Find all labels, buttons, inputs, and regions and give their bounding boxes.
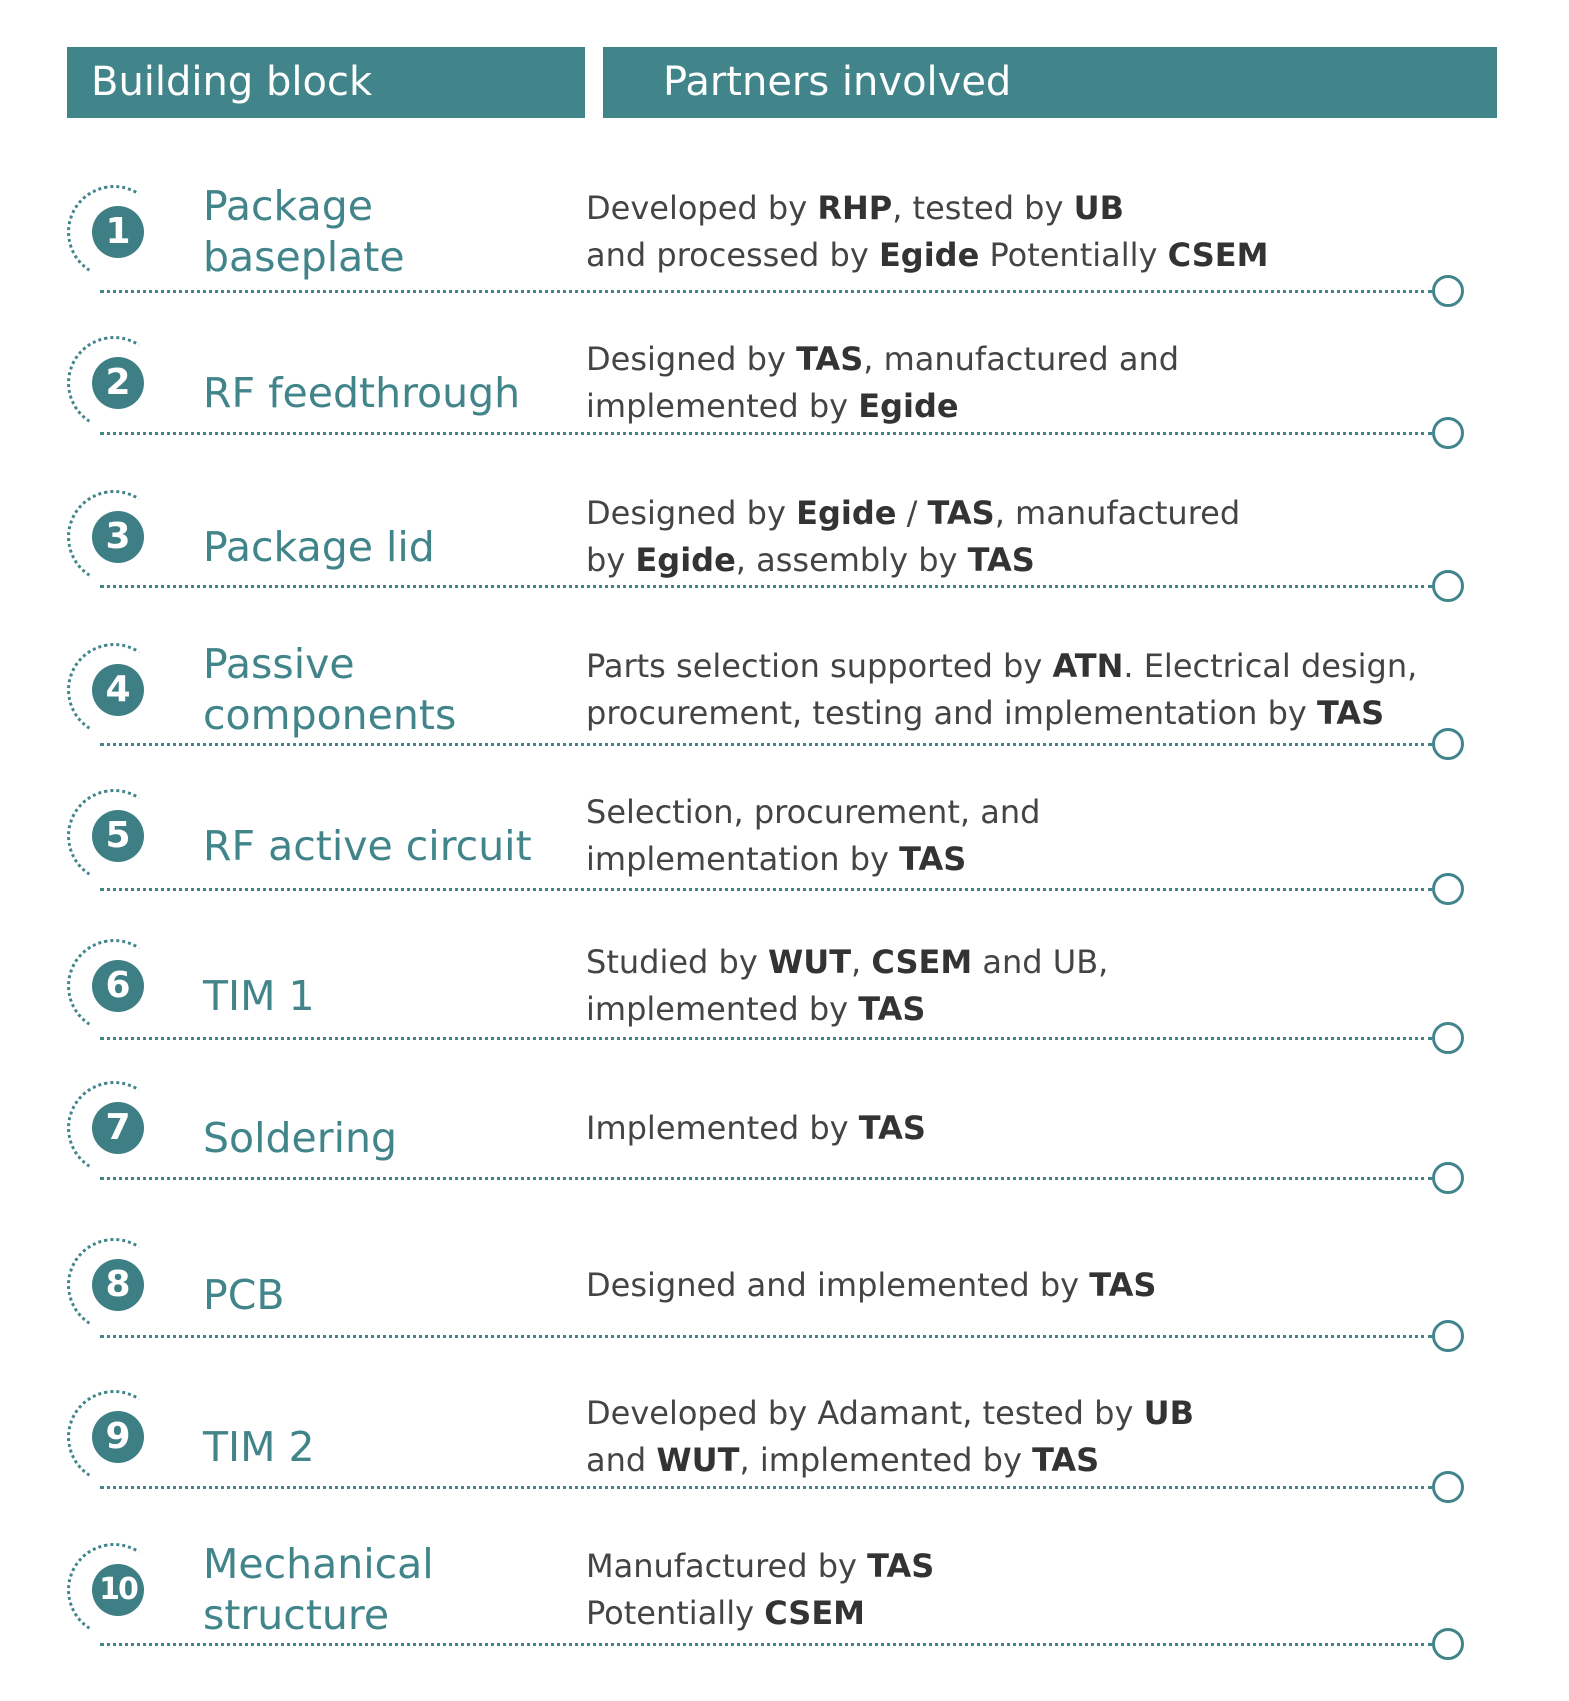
partners-text: , manufactured xyxy=(994,494,1241,532)
partners-text: Parts selection supported by xyxy=(586,647,1053,685)
partners-line xyxy=(586,789,1486,836)
row-separator xyxy=(100,1335,1432,1338)
partner-name: UB xyxy=(1143,1394,1194,1432)
building-block-name: Soldering xyxy=(203,1114,398,1162)
step-number-badge: 5 xyxy=(92,810,144,862)
partners-text: and xyxy=(586,1441,657,1479)
building-block-name: Package baseplate xyxy=(203,182,405,281)
partners-text: by xyxy=(586,541,636,579)
partners-line xyxy=(586,1390,1486,1437)
partners-description xyxy=(586,1543,1486,1637)
partner-name: TAS xyxy=(858,1109,926,1147)
step-number-badge: 6 xyxy=(92,960,144,1012)
partners-line xyxy=(586,1590,1486,1637)
step-number-badge: 3 xyxy=(92,511,144,563)
partners-text: Designed by xyxy=(586,340,797,378)
row-separator xyxy=(100,1643,1432,1646)
row-end-circle-icon xyxy=(1432,728,1464,760)
partners-line xyxy=(586,1105,1486,1152)
building-block-name: RF active circuit xyxy=(203,822,532,870)
step-number-badge: 9 xyxy=(92,1411,144,1463)
step-number-badge: 4 xyxy=(92,664,144,716)
partner-name: TAS xyxy=(899,840,967,878)
partners-line xyxy=(586,1543,1486,1590)
partner-name: TAS xyxy=(867,1547,935,1585)
partners-text: . Electrical design, xyxy=(1123,647,1418,685)
building-block-name: TIM 2 xyxy=(203,1423,315,1471)
partners-text: implementation by xyxy=(586,840,900,878)
partners-description xyxy=(586,185,1486,279)
partners-line xyxy=(586,643,1486,690)
partners-text: implemented by xyxy=(586,990,859,1028)
row-end-circle-icon xyxy=(1432,1471,1464,1503)
partners-line xyxy=(586,490,1486,537)
row-separator xyxy=(100,743,1432,746)
building-block-name: Package lid xyxy=(203,523,435,571)
row-separator xyxy=(100,290,1432,293)
partners-text: Studied by xyxy=(586,943,768,981)
step-number-badge: 10 xyxy=(92,1564,144,1616)
row-end-circle-icon xyxy=(1432,1628,1464,1660)
partner-name: CSEM xyxy=(871,943,973,981)
partner-name: TAS xyxy=(1032,1441,1100,1479)
partners-text: Implemented by xyxy=(586,1109,859,1147)
partners-text: Manufactured by xyxy=(586,1547,868,1585)
partner-name: TAS xyxy=(858,990,926,1028)
partners-line xyxy=(586,986,1486,1033)
partners-description xyxy=(586,490,1486,584)
partner-name: TAS xyxy=(1089,1266,1157,1304)
partners-text: Developed by Adamant, tested by xyxy=(586,1394,1144,1432)
header-partners-involved: Partners involved xyxy=(603,47,1497,118)
partner-name: TAS xyxy=(1317,694,1385,732)
row-end-circle-icon xyxy=(1432,1162,1464,1194)
partners-text: procurement, testing and implementation by xyxy=(586,694,1318,732)
partners-line xyxy=(586,836,1486,883)
row-end-circle-icon xyxy=(1432,873,1464,905)
row-end-circle-icon xyxy=(1432,417,1464,449)
header-building-block: Building block xyxy=(67,47,585,118)
partners-text: / xyxy=(896,494,928,532)
partners-line xyxy=(586,383,1486,430)
step-number-badge: 1 xyxy=(92,206,144,258)
building-block-name: TIM 1 xyxy=(203,972,315,1020)
step-number-badge: 8 xyxy=(92,1259,144,1311)
partners-description xyxy=(586,1262,1486,1309)
partner-name: ATN xyxy=(1052,647,1124,685)
building-block-name: Passive components xyxy=(203,640,457,739)
building-block-name: RF feedthrough xyxy=(203,369,521,417)
partner-name: UB xyxy=(1073,189,1124,227)
partners-text: Designed and implemented by xyxy=(586,1266,1090,1304)
row-end-circle-icon xyxy=(1432,1320,1464,1352)
building-block-name: PCB xyxy=(203,1271,285,1319)
partner-name: WUT xyxy=(767,943,852,981)
partners-text: Potentially xyxy=(586,1594,765,1632)
partners-text: Selection, procurement, and xyxy=(586,793,1041,831)
partners-line xyxy=(586,939,1486,986)
partners-text: Potentially xyxy=(979,236,1168,274)
partner-name: Egide xyxy=(878,236,980,274)
row-separator xyxy=(100,888,1432,891)
partners-description xyxy=(586,789,1486,883)
partner-name: WUT xyxy=(656,1441,740,1479)
partners-text: , tested by xyxy=(892,189,1074,227)
row-separator xyxy=(100,432,1432,435)
step-number-badge: 2 xyxy=(92,357,144,409)
partners-description xyxy=(586,643,1486,737)
partners-text: and UB, xyxy=(972,943,1109,981)
partners-text: , assembly by xyxy=(735,541,968,579)
partners-line xyxy=(586,1437,1486,1484)
row-separator xyxy=(100,1177,1432,1180)
partners-line xyxy=(586,336,1486,383)
partners-line xyxy=(586,1262,1486,1309)
row-end-circle-icon xyxy=(1432,1022,1464,1054)
partners-line xyxy=(586,232,1486,279)
partners-text: , manufactured and xyxy=(863,340,1180,378)
step-number-badge: 7 xyxy=(92,1102,144,1154)
partners-description xyxy=(586,1390,1486,1484)
row-separator xyxy=(100,585,1432,588)
partner-name: TAS xyxy=(967,541,1035,579)
partner-name: Egide xyxy=(635,541,736,579)
partner-name: RHP xyxy=(817,189,893,227)
partners-description xyxy=(586,1105,1486,1152)
partners-text: implemented by xyxy=(586,387,859,425)
partners-text: Developed by xyxy=(586,189,818,227)
partner-name: Egide xyxy=(796,494,897,532)
partner-name: TAS xyxy=(796,340,864,378)
partner-name: Egide xyxy=(858,387,959,425)
partners-description xyxy=(586,336,1486,430)
row-end-circle-icon xyxy=(1432,275,1464,307)
partners-text: , xyxy=(851,943,872,981)
partner-name: TAS xyxy=(927,494,995,532)
row-separator xyxy=(100,1037,1432,1040)
partner-name: CSEM xyxy=(1167,236,1269,274)
partners-text: , implemented by xyxy=(739,1441,1033,1479)
row-end-circle-icon xyxy=(1432,570,1464,602)
row-separator xyxy=(100,1486,1432,1489)
partners-description xyxy=(586,939,1486,1033)
partners-line xyxy=(586,537,1486,584)
partners-text: and processed by xyxy=(586,236,879,274)
partners-text: Designed by xyxy=(586,494,797,532)
building-block-name: Mechanical structure xyxy=(203,1540,434,1639)
partners-line xyxy=(586,185,1486,232)
partners-line xyxy=(586,690,1486,737)
partner-name: CSEM xyxy=(764,1594,866,1632)
